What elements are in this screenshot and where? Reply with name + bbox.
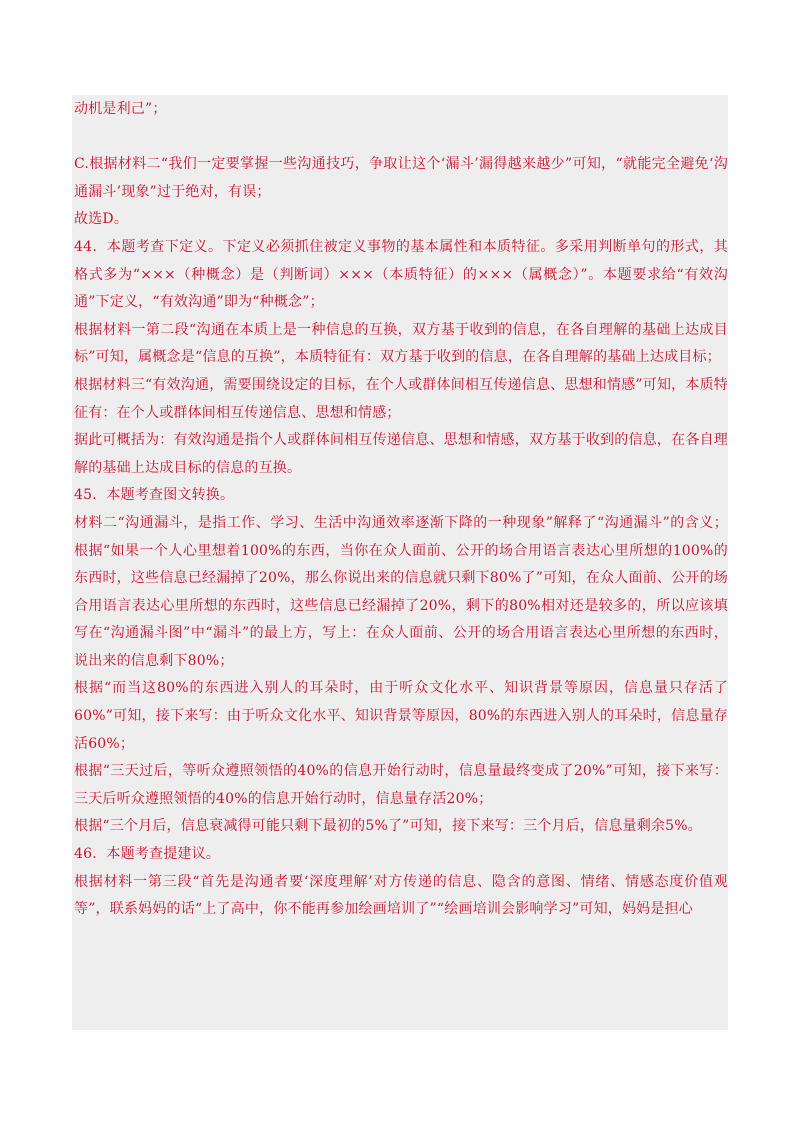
paragraph: C.根据材料二“我们一定要掌握一些沟通技巧，争取让这个‘漏斗’漏得越来越少”可知，“就能完全避免‘沟通漏斗’现象”过于绝对，有误； bbox=[74, 156, 728, 200]
document-page bbox=[72, 95, 728, 1030]
paragraph: 46．本题考查提建议。 bbox=[74, 846, 221, 863]
paragraph: 根据材料三“有效沟通，需要围绕设定的目标，在个人或群体间相互传递信息、思想和情感”可知，本质特征有：在个人或群体间相互传递信息、思想和情感； bbox=[74, 376, 728, 421]
paragraph: 44．本题考查下定义。下定义必须抓住被定义事物的基本属性和本质特征。多采用判断单句的形式，其格式多为“×××（种概念）是（判断词）×××（本质特征）的×××（属概念）”。本题要求给“有效沟通”下定义，“有效沟通”即为“种概念”； bbox=[74, 238, 728, 311]
paragraph: 根据“三天过后，等听众遵照领悟的40%的信息开始行动时，信息量最终变成了20%”可知，接下来写：三天后听众遵照领悟的40%的信息开始行动时，信息量存活20%； bbox=[74, 763, 728, 807]
paragraph: 根据材料一第三段“首先是沟通者要‘深度理解’对方传递的信息、隐含的意图、情绪、情感态度价值观等”，联系妈妈的话“上了高中，你不能再参加绘画培训了”“绘画培训会影响学习”可知，妈妈是担心 bbox=[74, 873, 728, 918]
paragraph: 据此可概括为：有效沟通是指个人或群体间相互传递信息、思想和情感，双方基于收到的信息，在各自理解的基础上达成目标的信息的互换。 bbox=[74, 432, 728, 476]
paragraph: 材料二“沟通漏斗，是指工作、学习、生活中沟通效率逐渐下降的一种现象”解释了“沟通漏斗”的含义；根据“如果一个人心里想着100%的东西，当你在众人面前、公开的场合用语言表达心里所想的100%的东西时，这些信息已经漏掉了20%，那么你说出来的信息就只剩下80%了”可知，在众人面前、公开的场合用语言表达心里所想的东西时，这些信息已经漏掉了20%，剩下的80%相对还是较多的，所以应该填写在“沟通漏斗图”中“漏斗”的最上方，写上：在众人面前、公开的场合用语言表达心里所想的东西时，说出来的信息剩下80%； bbox=[74, 514, 728, 669]
paragraph: 故选D。 bbox=[74, 211, 129, 228]
paragraph: 根据“三个月后，信息衰减得可能只剩下最初的5%了”可知，接下来写：三个月后，信息量剩余5%。 bbox=[74, 818, 702, 835]
paragraph: 根据“而当这80%的东西进入别人的耳朵时，由于听众文化水平、知识背景等原因，信息量只存活了60%”可知，接下来写：由于听众文化水平、知识背景等原因，80%的东西进入别人的耳朵时，信息量存活60%； bbox=[74, 680, 728, 752]
paragraph: 动机是利己”； bbox=[74, 101, 167, 117]
answer-text bbox=[72, 95, 728, 924]
paragraph: 根据材料一第二段“沟通在本质上是一种信息的互换，双方基于收到的信息，在各自理解的基础上达成目标”可知，属概念是“信息的互换”，本质特征有：双方基于收到的信息，在各自理解的基础上达成目标； bbox=[74, 321, 728, 366]
blank-line bbox=[74, 124, 728, 152]
paragraph: 45．本题考查图文转换。 bbox=[74, 487, 235, 504]
